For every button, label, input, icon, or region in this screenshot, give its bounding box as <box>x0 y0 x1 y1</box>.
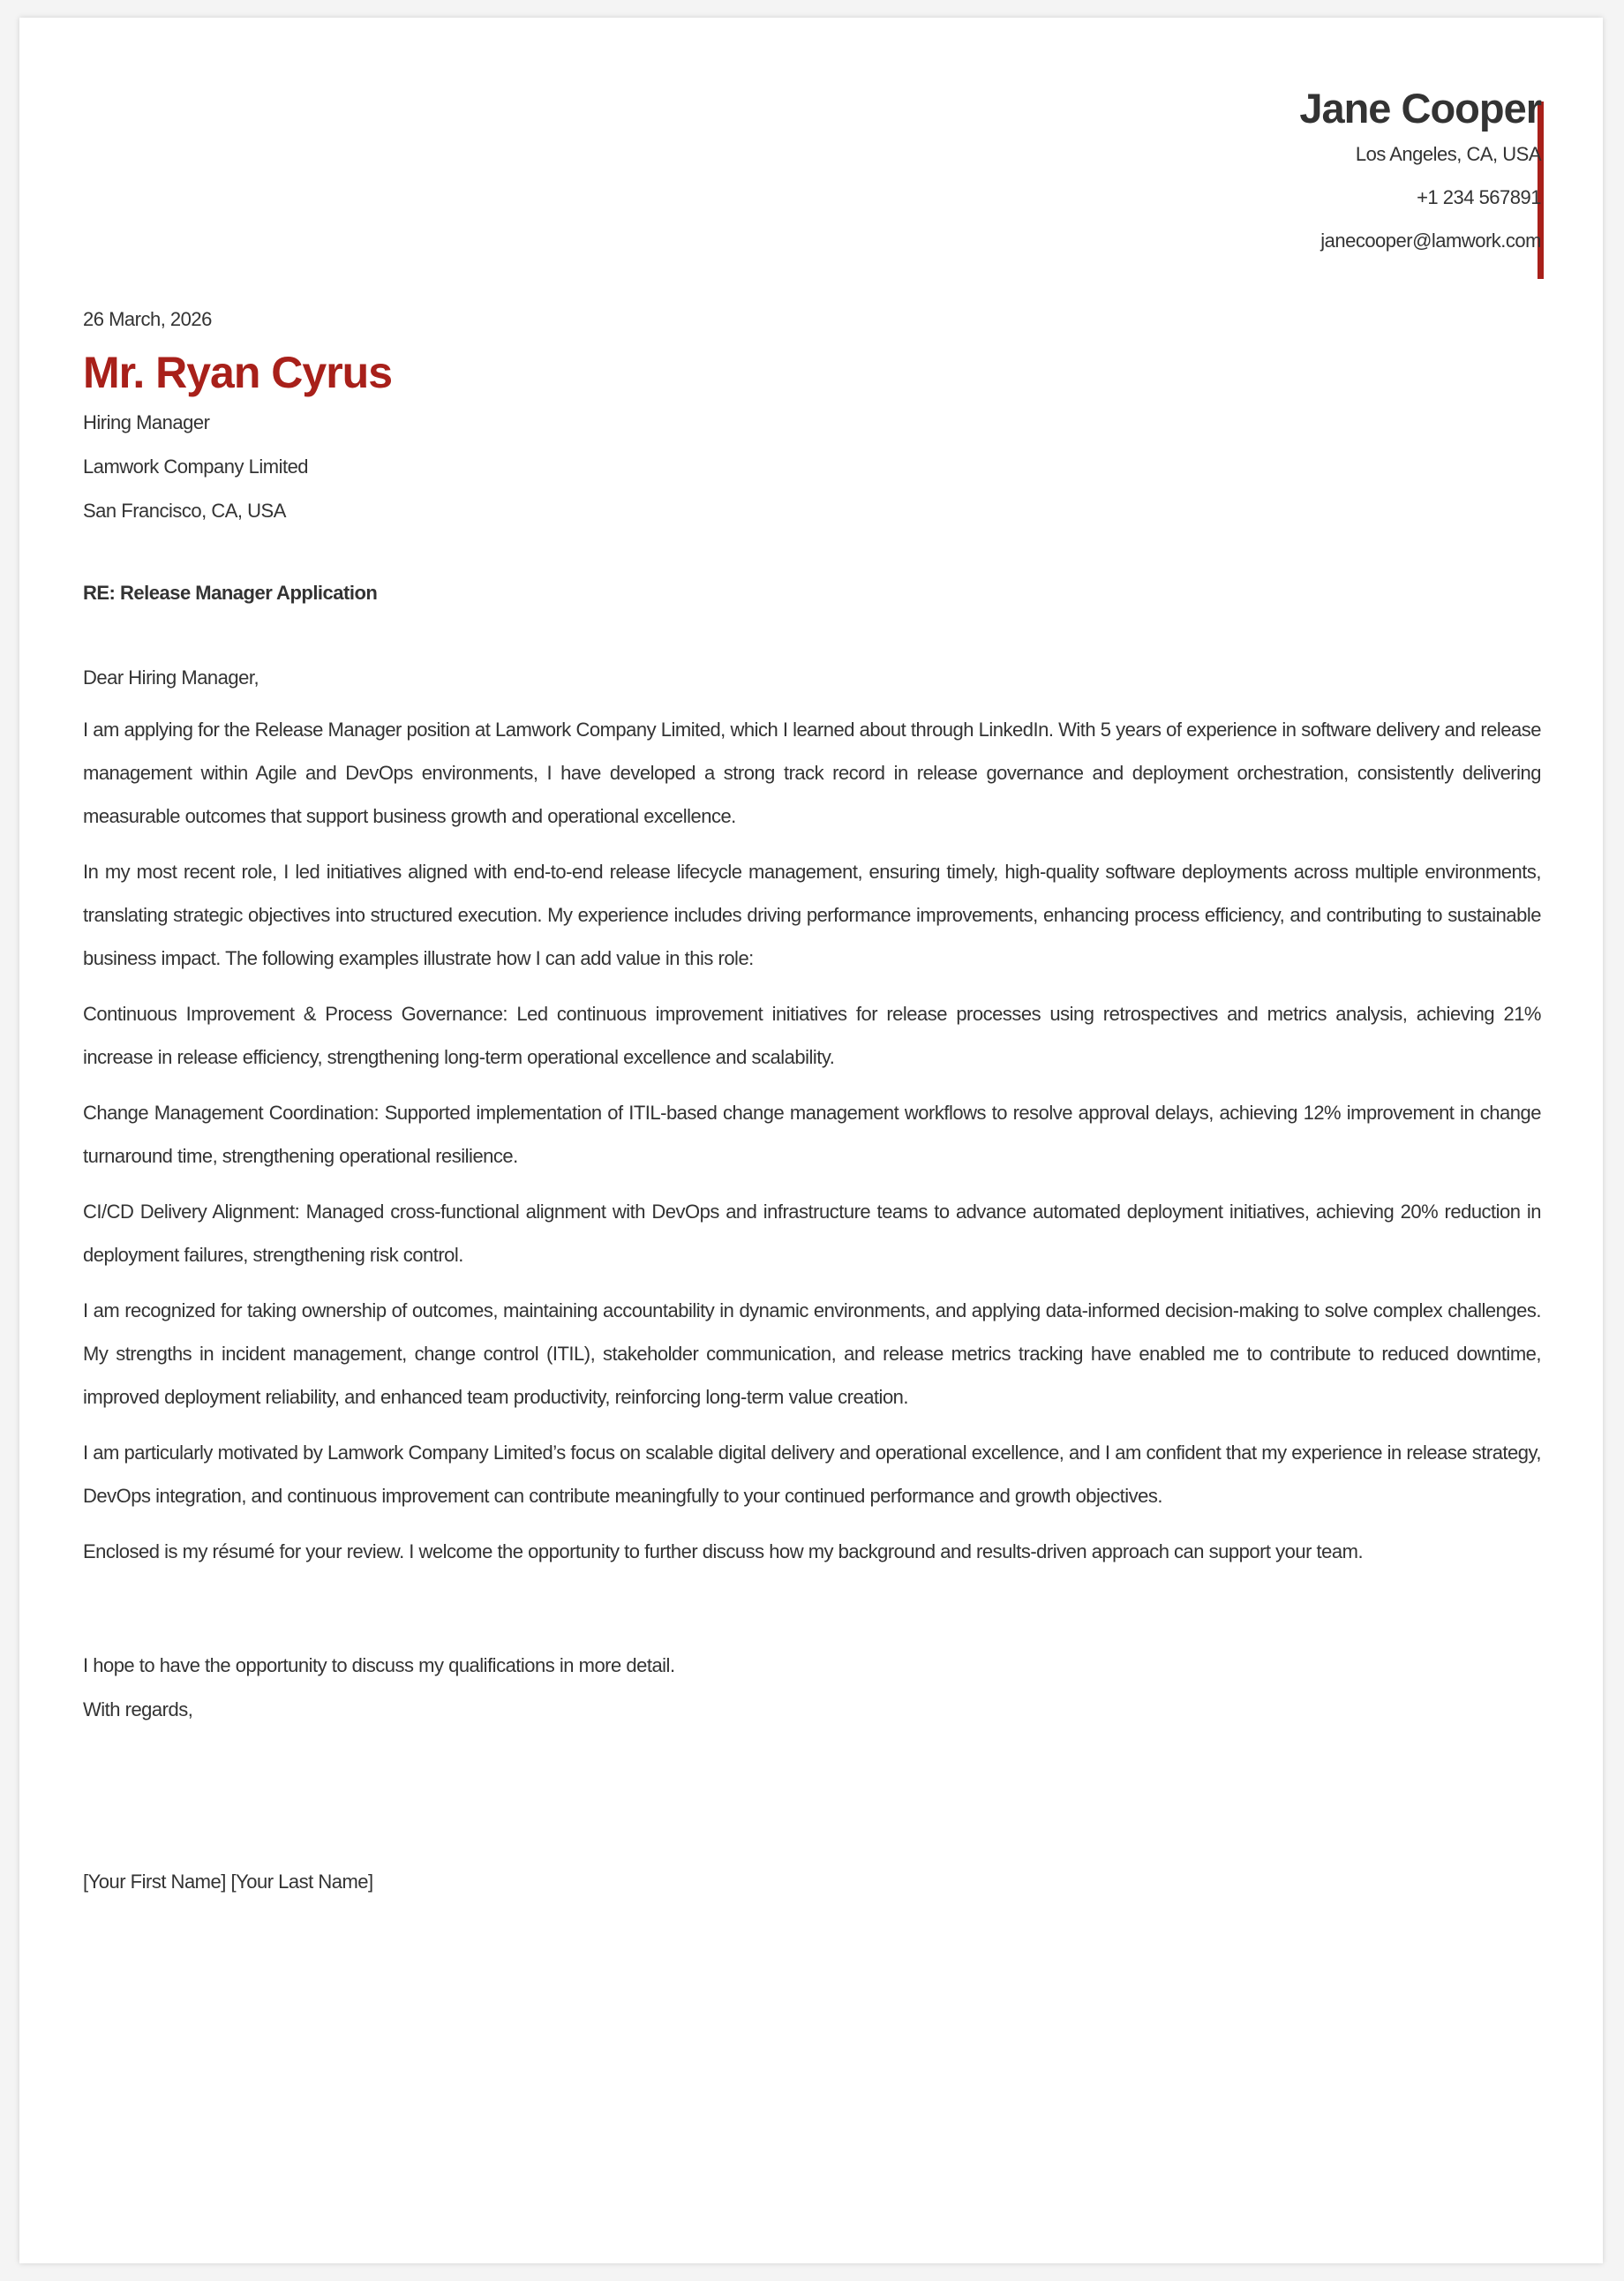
greeting: Dear Hiring Manager, <box>83 666 259 689</box>
body-paragraph: In my most recent role, I led initiatives aligned with end-to-end release lifecycle management, ensuring timely, high-quality software deployments across multiple environments, translating strategic objectives into structured execution. My experience includes driving performance improvements, enhancing process efficiency, and contributing to sustainable business impact. The following examples illustrate how I can add value in this role: <box>83 861 1541 969</box>
sender-phone: +1 234 567891 <box>1417 186 1541 208</box>
letter-body <box>83 302 1541 1900</box>
body-paragraph: I am applying for the Release Manager position at Lamwork Company Limited, which I learned about through LinkedIn. With 5 years of experience in software delivery and release management within Agile and DevOps environments, I have developed a strong track record in release governance and deployment orchestration, consistently delivering measurable outcomes that support business growth and operational excellence. <box>83 719 1541 827</box>
closing <box>83 1644 1541 1732</box>
subject-line: RE: Release Manager Application <box>83 582 378 604</box>
recipient-title: Hiring Manager <box>83 411 210 433</box>
closing-regards: With regards, <box>83 1698 193 1720</box>
body-paragraph: Enclosed is my résumé for your review. I welcome the opportunity to further discuss how my background and results-driven approach can support your team. <box>83 1540 1364 1562</box>
sender-location: Los Angeles, CA, USA <box>1355 143 1541 165</box>
letter-date: 26 March, 2026 <box>83 308 212 330</box>
recipient-location: San Francisco, CA, USA <box>83 500 286 522</box>
sender-header <box>747 85 1541 262</box>
recipient-company: Lamwork Company Limited <box>83 455 309 478</box>
body-paragraph: Change Management Coordination: Supported implementation of ITIL-based change management workflows to resolve approval delays, achieving 12% improvement in change turnaround time, strengthening operational resilience. <box>83 1102 1541 1167</box>
recipient-name: Mr. Ryan Cyrus <box>83 348 393 397</box>
closing-line: I hope to have the opportunity to discuss my qualifications in more detail. <box>83 1654 675 1676</box>
sender-email: janecooper@lamwork.com <box>1320 230 1541 252</box>
signature-name: [Your First Name] [Your Last Name] <box>83 1871 373 1893</box>
letter-page <box>19 18 1603 2263</box>
sender-name: Jane Cooper <box>1299 85 1541 132</box>
body-paragraph: CI/CD Delivery Alignment: Managed cross-functional alignment with DevOps and infrastructure teams to advance automated deployment initiatives, achieving 20% reduction in deployment failures, strengthening risk control. <box>83 1201 1541 1266</box>
body-paragraph: I am recognized for taking ownership of outcomes, maintaining accountability in dynamic environments, and applying data-informed decision-making to solve complex challenges. My strengths in incident management, change control (ITIL), stakeholder communication, and release metrics tracking have enabled me to contribute to reduced downtime, improved deployment reliability, and enhanced team productivity, reinforcing long-term value creation. <box>83 1299 1541 1408</box>
body-paragraph: I am particularly motivated by Lamwork Company Limited’s focus on scalable digital delivery and operational excellence, and I am confident that my experience in release strategy, DevOps integration, and continuous improvement can contribute meaningfully to your continued performance and growth objectives. <box>83 1442 1541 1507</box>
body-paragraph: Continuous Improvement & Process Governance: Led continuous improvement initiatives for release processes using retrospectives and metrics analysis, achieving 21% increase in release efficiency, strengthening long-term operational excellence and scalability. <box>83 1003 1541 1068</box>
